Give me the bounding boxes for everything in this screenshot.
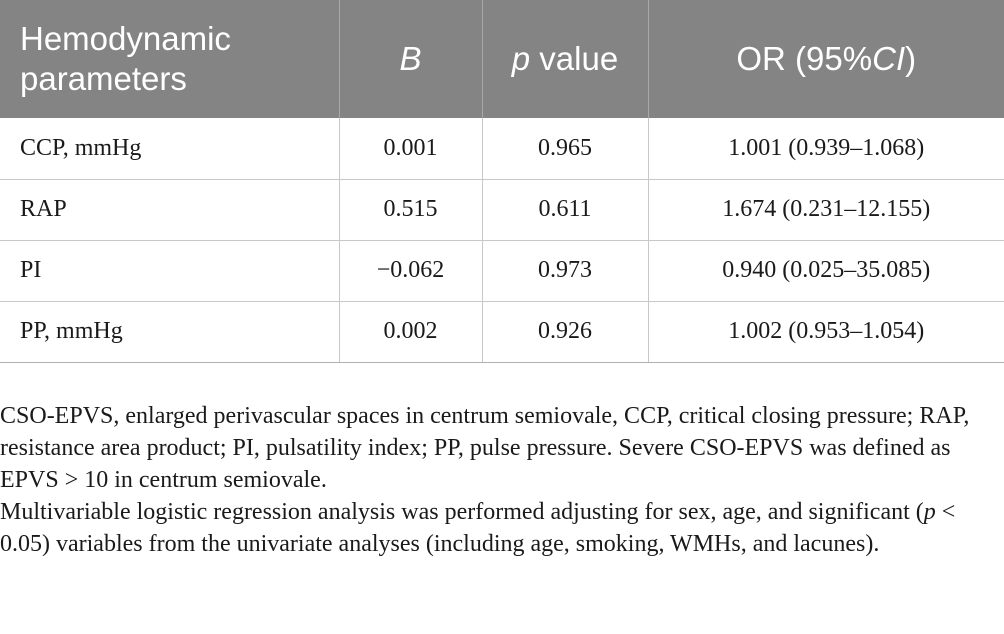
cell-b: 0.002 (339, 301, 482, 362)
footnote-methods (0, 496, 1000, 560)
cell-b: −0.062 (339, 240, 482, 301)
cell-p: 0.965 (482, 118, 648, 179)
table-row (0, 118, 1004, 179)
header-hemodynamic-parameters: Hemodynamic parameters (0, 0, 339, 118)
header-b: B (339, 0, 482, 118)
cell-p: 0.973 (482, 240, 648, 301)
cell-p: 0.926 (482, 301, 648, 362)
footnote-methods-pre: Multivariable logistic regression analysis was performed adjusting for sex, age, and significant ( (0, 499, 924, 525)
cell-param: PP, mmHg (0, 301, 339, 362)
cell-or: 1.001 (0.939–1.068) (648, 118, 1004, 179)
footnote-methods-p-italic: p (923, 499, 936, 525)
header-ci-italic: CI (872, 40, 906, 77)
table-body (0, 118, 1004, 362)
cell-b: 0.515 (339, 179, 482, 240)
header-or-pre: OR (95% (736, 40, 873, 77)
footnote-abbreviations: CSO-EPVS, enlarged perivascular spaces in centrum semiovale, CCP, critical closing pressure; RAP, resistance area product; PI, pulsatility index; PP, pulse pressure. Severe CSO-EPVS was defined as EPVS > 10 in centrum semiovale. (0, 403, 970, 493)
cell-b: 0.001 (339, 118, 482, 179)
header-p-value (482, 0, 648, 118)
footnote-methods-post: < 0.05) variables from the univariate analyses (including age, smoking, WMHs, and lacunes). (0, 499, 956, 557)
header-p-rest: value (530, 40, 619, 77)
cell-p: 0.611 (482, 179, 648, 240)
cell-param: PI (0, 240, 339, 301)
cell-or: 0.940 (0.025–35.085) (648, 240, 1004, 301)
cell-or: 1.002 (0.953–1.054) (648, 301, 1004, 362)
cell-param: CCP, mmHg (0, 118, 339, 179)
table-row (0, 301, 1004, 362)
table-row (0, 179, 1004, 240)
cell-param: RAP (0, 179, 339, 240)
header-row (0, 0, 1004, 118)
table-row (0, 240, 1004, 301)
table-header (0, 0, 1004, 118)
cell-or: 1.674 (0.231–12.155) (648, 179, 1004, 240)
table-footnotes (0, 400, 1000, 560)
header-or-post: ) (905, 40, 917, 77)
header-or-ci (648, 0, 1004, 118)
header-p-italic: p (511, 40, 531, 77)
